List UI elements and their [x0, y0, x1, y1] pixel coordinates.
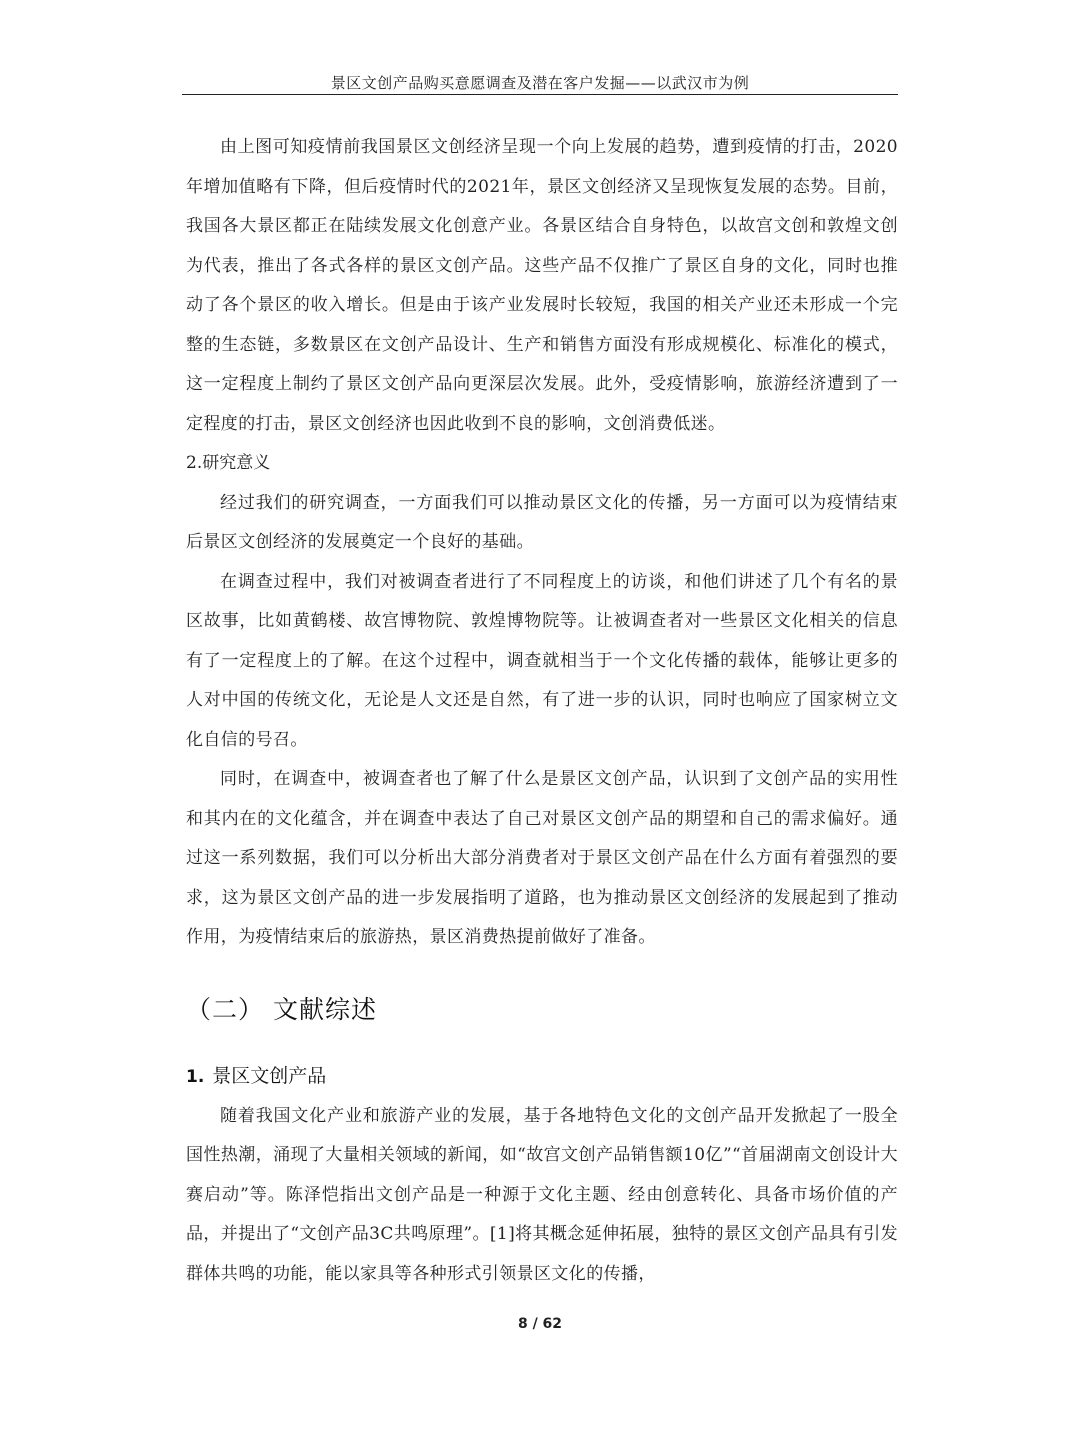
paragraph-5: 随着我国文化产业和旅游产业的发展，基于各地特色文化的文创产品开发掀起了一股全国性热潮，涌现了大量相关领域的新闻，如“故宫文创产品销售额10亿”“首届湖南文创设计大赛启动”等。陈泽恺指出文创产品是一种源于文化主题、经由创意转化、具备市场价值的产品，并提出了“文创产品3C共鸣原理”。[1]将其概念延伸拓展，独特的景区文创产品具有引发群体共鸣的功能，能以家具等各种形式引领景区文化的传播， [186, 1105, 898, 1284]
page-number: 8 / 62 [517, 1316, 563, 1332]
paragraph-3: 在调查过程中，我们对被调查者进行了不同程度上的访谈，和他们讲述了几个有名的景区故事，比如黄鹤楼、故宫博物院、敦煌博物院等。让被调查者对一些景区文化相关的信息有了一定程度上的了解。在这个过程中，调查就相当于一个文化传播的载体，能够让更多的人对中国的传统文化，无论是人文还是自然，有了进一步的认识，同时也响应了国家树立文化自信的号召。 [186, 571, 898, 750]
header-rule [182, 94, 898, 95]
paragraph-2: 经过我们的研究调查，一方面我们可以推动景区文化的传播，另一方面可以为疫情结束后景区文创经济的发展奠定一个良好的基础。 [186, 492, 898, 552]
section-heading-literature-review: （二） 文献综述 [186, 994, 377, 1024]
page-body [186, 128, 898, 1294]
subheading-research-significance: 2.研究意义 [186, 453, 271, 473]
paragraph-4: 同时，在调查中，被调查者也了解了什么是景区文创产品，认识到了文创产品的实用性和其内在的文化蕴含，并在调查中表达了自己对景区文创产品的期望和自己的需求偏好。通过这一系列数据，我们可以分析出大部分消费者对于景区文创产品在什么方面有着强烈的要求，这为景区文创产品的进一步发展指明了道路，也为推动景区文创经济的发展起到了推动作用，为疫情结束后的旅游热，景区消费热提前做好了准备。 [186, 769, 898, 947]
paragraph-1: 由上图可知疫情前我国景区文创经济呈现一个向上发展的趋势，遭到疫情的打击，2020年增加值略有下降，但后疫情时代的2021年，景区文创经济又呈现恢复发展的态势。目前，我国各大景区都正在陆续发展文化创意产业。各景区结合自身特色，以故宫文创和敦煌文创为代表，推出了各式各样的景区文创产品。这些产品不仅推广了景区自身的文化，同时也推动了各个景区的收入增长。但是由于该产业发展时长较短，我国的相关产业还未形成一个完整的生态链，多数景区在文创产品设计、生产和销售方面没有形成规模化、标准化的模式，这一定程度上制约了景区文创产品向更深层次发展。此外，受疫情影响，旅游经济遭到了一定程度的打击，景区文创经济也因此收到不良的影响，文创消费低迷。 [186, 137, 898, 434]
subheading-text: 景区文创产品 [212, 1064, 327, 1087]
subheading-scenic-products [186, 1056, 898, 1097]
subheading-number: 1. [186, 1066, 205, 1087]
running-header: 景区文创产品购买意愿调查及潜在客户发掘——以武汉市为例 [330, 74, 750, 92]
